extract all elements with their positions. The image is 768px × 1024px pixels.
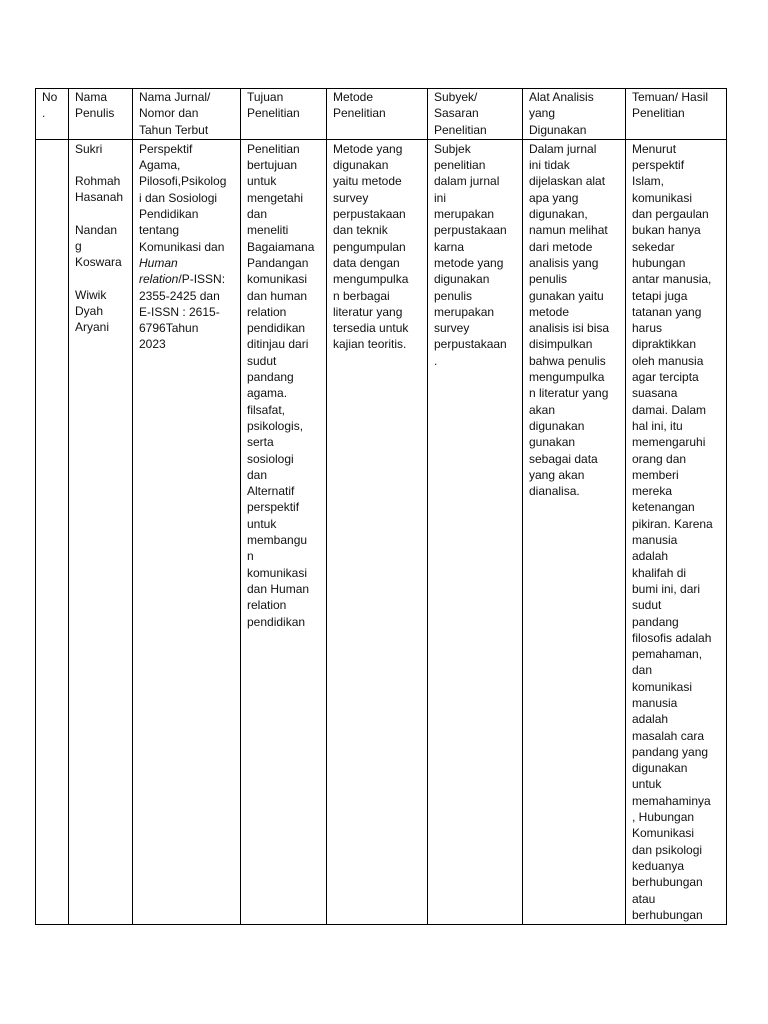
table-row [36, 139, 727, 924]
text-line: metode yang [434, 255, 504, 270]
text-line: analisis isi bisa [529, 321, 610, 336]
text-line: Bagaiamana [247, 239, 315, 254]
text-line: digunakan [529, 418, 585, 433]
text-line: dan human [247, 288, 308, 303]
text-line: g [75, 239, 82, 254]
text-line: mereka [632, 484, 673, 499]
text-line: karna [434, 239, 465, 254]
text-line: 2023 [139, 337, 166, 352]
text-line: mengetahi [247, 190, 304, 205]
text-line: adalah [632, 549, 669, 564]
text-line: mengumpulka [529, 370, 605, 385]
text-line: sudut [247, 353, 277, 368]
cell-alat-analisis [523, 139, 626, 924]
text-line: . [42, 106, 46, 121]
text-line: digunakan [434, 272, 490, 287]
text-line: merupakan [434, 304, 495, 319]
text-line: relation [247, 598, 287, 613]
header-alat-analisis [523, 89, 626, 140]
header-row [36, 89, 727, 140]
text-line: berhubungan [632, 907, 703, 922]
text-line: harus [632, 321, 663, 336]
text-line: Metode yang [333, 141, 403, 156]
text-line: Nandan [75, 222, 118, 237]
text-line: digunakan, [529, 207, 588, 222]
text-line: Sukri [75, 141, 103, 156]
text-line: kajian teoritis. [333, 337, 407, 352]
text-line: gunakan [529, 435, 576, 450]
text-line: perpustakaan [434, 337, 507, 352]
text-line: pandang [632, 614, 679, 629]
text-line: i dan Sosiologi [139, 190, 218, 205]
text-line: namun melihat [529, 223, 608, 238]
text-line: dijelaskan alat [529, 174, 606, 189]
text-line: berhubungan [632, 875, 703, 890]
text-line: komunikasi [247, 565, 308, 580]
header-no [36, 89, 69, 140]
text-line: Penelitian [333, 106, 386, 121]
text-line: damai. Dalam [632, 402, 707, 417]
text-line: tetapi juga [632, 288, 688, 303]
text-line: dan [247, 207, 268, 222]
text-line: bertujuan [247, 158, 298, 173]
text-line: keduanya [632, 858, 685, 873]
cell-tujuan [241, 139, 327, 924]
text-line: penulis [434, 288, 473, 303]
text-line: untuk [247, 516, 277, 531]
text-line: memberi [632, 467, 679, 482]
text-line: survey [333, 190, 369, 205]
text-line: pendidikan [247, 614, 306, 629]
text-line: 2355-2425 dan [139, 288, 220, 303]
text-line: dan Human [247, 581, 310, 596]
text-line: tatanan yang [632, 304, 702, 319]
text-line: Alat Analisis [529, 90, 594, 104]
header-temuan-hasil [626, 89, 727, 140]
text-line: akan [529, 402, 556, 417]
text-line: sosiologi [247, 451, 294, 466]
cell-authors [69, 139, 133, 924]
text-line: Alternatif [247, 484, 295, 499]
text-line: , Hubungan [632, 810, 695, 825]
text-line: pandang yang [632, 744, 709, 759]
text-line: ini tidak [529, 158, 570, 173]
text-line: sekedar [632, 239, 675, 254]
text-line: gunakan yaitu [529, 288, 604, 303]
text-line: psikologis, [247, 418, 304, 433]
text-line: digunakan [632, 761, 688, 776]
text-line: Tahun Terbut [139, 122, 209, 137]
text-line: Nomor dan [139, 106, 199, 121]
text-line: pendidikan [247, 321, 306, 336]
text-line: Koswara [75, 255, 122, 270]
text-line: suasana [632, 386, 678, 401]
text-line: manusia [632, 533, 678, 548]
text-line: dalam jurnal [434, 174, 500, 189]
header-metode-penelitian [327, 89, 428, 140]
text-line: bahwa penulis [529, 353, 606, 368]
text-line: Dalam jurnal [529, 141, 597, 156]
journal-issn-line [139, 271, 236, 287]
text-line: disimpulkan [529, 337, 593, 352]
text-line: komunikasi [632, 679, 693, 694]
author-name [75, 287, 128, 336]
text-line: Metode [333, 90, 374, 104]
text-line: Dyah [75, 303, 104, 318]
text-line: pengumpulan [333, 239, 406, 254]
journal-pissn: /P-ISSN: [178, 272, 226, 287]
text-line: Penelitian [434, 122, 487, 137]
text-line: sebagai data [529, 451, 598, 466]
text-line: No [42, 90, 58, 104]
text-line: n berbagai [333, 288, 390, 303]
text-line: Pandangan [247, 255, 309, 270]
journal-relation-italic: relation [139, 272, 179, 287]
text-line: relation [247, 304, 287, 319]
text-line: Komunikasi dan [139, 239, 225, 254]
text-line: dari metode [529, 239, 593, 254]
text-line: pandang [247, 370, 294, 385]
text-line: analisis yang [529, 255, 599, 270]
header-subyek-sasaran [428, 89, 523, 140]
text-line: perpustakaan [434, 223, 507, 238]
text-line: dan teknik [333, 223, 388, 238]
text-line: . [434, 353, 438, 368]
text-line: yaitu metode [333, 174, 402, 189]
cell-temuan [626, 139, 727, 924]
text-line: Nama [75, 90, 108, 104]
text-line: Rohmah [75, 174, 121, 189]
literature-review-table [35, 88, 727, 925]
text-line: perspektif [632, 158, 685, 173]
text-line: meneliti [247, 223, 289, 238]
text-line: Subjek [434, 141, 471, 156]
text-line: komunikasi [247, 272, 308, 287]
text-line: Penulis [75, 106, 115, 121]
text-line: Penelitian [247, 106, 300, 121]
text-line: hubungan [632, 255, 686, 270]
text-line: Temuan/ Hasil [632, 90, 709, 104]
text-line: antar manusia, [632, 272, 712, 287]
text-line: komunikasi [632, 190, 693, 205]
text-line: Agama, [139, 158, 181, 173]
text-line: adalah [632, 712, 669, 727]
text-line: Penelitian [632, 106, 685, 121]
text-line: merupakan [434, 207, 495, 222]
text-line: dan psikologi [632, 842, 703, 857]
text-line: oleh manusia [632, 353, 704, 368]
text-line: Komunikasi [632, 826, 695, 841]
text-line: Digunakan [529, 122, 587, 137]
cell-subyek [428, 139, 523, 924]
text-line: metode [529, 304, 570, 319]
text-line: apa yang [529, 190, 579, 205]
header-nama-penulis [69, 89, 133, 140]
author-list [75, 141, 128, 336]
header-tujuan-penelitian [241, 89, 327, 140]
text-line: penulis [529, 272, 568, 287]
text-line: agar tercipta [632, 370, 699, 385]
text-line: atau [632, 891, 656, 906]
text-line: Subyek/ [434, 90, 478, 104]
text-line: khalifah di [632, 565, 687, 580]
text-line: literatur yang [333, 304, 403, 319]
text-line: dianalisa. [529, 484, 580, 499]
text-line: Hasanah [75, 190, 124, 205]
text-line: survey [434, 321, 470, 336]
text-line: Tujuan [247, 90, 284, 104]
text-line: manusia [632, 695, 678, 710]
header-nama-jurnal [133, 89, 241, 140]
text-line: data dengan [333, 255, 400, 270]
text-line: masalah cara [632, 728, 705, 743]
text-line: orang dan [632, 451, 687, 466]
text-line: filsafat, [247, 402, 286, 417]
text-line: untuk [632, 777, 662, 792]
cell-no [36, 139, 69, 924]
author-name [75, 173, 128, 206]
text-line: Penelitian [247, 141, 300, 156]
text-line: tentang [139, 223, 180, 238]
text-line: bukan hanya [632, 223, 701, 238]
text-line: penelitian [434, 158, 486, 173]
text-line: dan [247, 467, 268, 482]
text-line: membangu [247, 533, 308, 548]
text-line: tersedia untuk [333, 321, 409, 336]
text-line: serta [247, 435, 274, 450]
text-line: n [247, 549, 254, 564]
text-line: dan pergaulan [632, 207, 709, 222]
text-line: Wiwik [75, 287, 107, 302]
text-line: sudut [632, 598, 662, 613]
text-line: yang akan [529, 467, 585, 482]
text-line: Islam, [632, 174, 665, 189]
text-line: mengumpulka [333, 272, 409, 287]
text-line: dipraktikkan [632, 337, 697, 352]
cell-metode [327, 139, 428, 924]
text-line: dan [632, 663, 653, 678]
text-line: filosofis adalah [632, 630, 712, 645]
text-line: perspektif [247, 500, 300, 515]
text-line: ini [434, 190, 447, 205]
text-line: agama. [247, 386, 288, 401]
text-line: perpustakaan [333, 207, 406, 222]
text-line: Aryani [75, 320, 110, 335]
text-line: Pilosofi,Psikolog [139, 174, 227, 189]
text-line: memengaruhi [632, 435, 706, 450]
text-line: hal ini, itu [632, 418, 683, 433]
journal-italic-line: Human [139, 255, 178, 270]
text-line: Pendidikan [139, 207, 199, 222]
text-line: Sasaran [434, 106, 479, 121]
text-line: Perspektif [139, 141, 193, 156]
text-line: n literatur yang [529, 386, 609, 401]
cell-journal [133, 139, 241, 924]
text-line: pemahaman, [632, 647, 703, 662]
text-line: yang [529, 106, 556, 121]
text-line: memahaminya [632, 793, 711, 808]
text-line: 6796Tahun [139, 321, 199, 336]
text-line: E-ISSN : 2615- [139, 304, 220, 319]
text-line: digunakan [333, 158, 389, 173]
author-name [75, 141, 128, 157]
text-line: Nama Jurnal/ [139, 90, 211, 104]
text-line: Menurut [632, 141, 677, 156]
text-line: pikiran. Karena [632, 516, 713, 531]
text-line: ketenangan [632, 500, 695, 515]
text-line: ditinjau dari [247, 337, 309, 352]
text-line: bumi ini, dari [632, 581, 701, 596]
text-line: untuk [247, 174, 277, 189]
author-name [75, 222, 128, 271]
